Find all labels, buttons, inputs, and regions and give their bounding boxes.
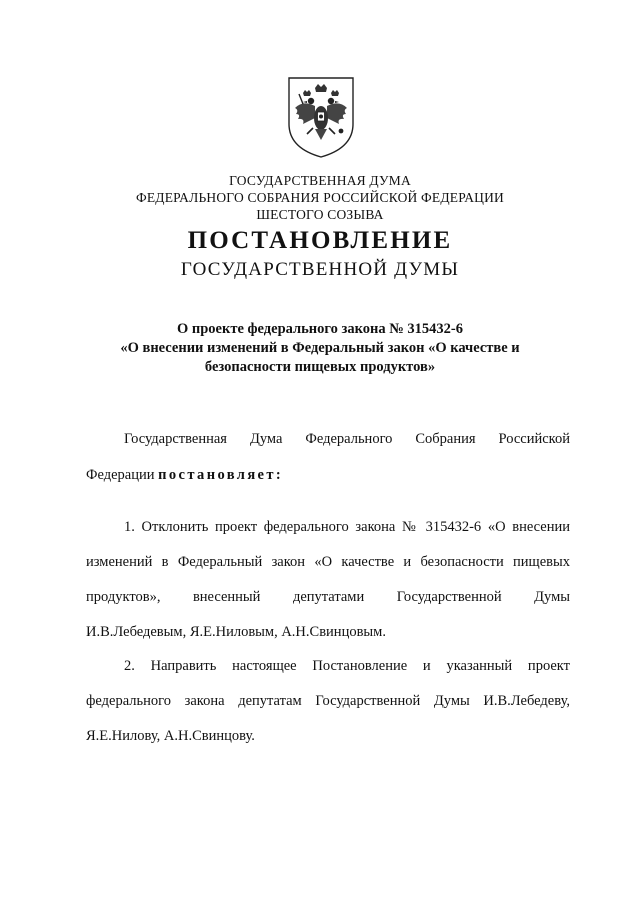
document-issuer-title: ГОСУДАРСТВЕННОЙ ДУМЫ bbox=[180, 259, 460, 280]
item-2-line-3: Я.Е.Нилову, А.Н.Свинцову. bbox=[86, 728, 255, 744]
issuer-convocation: ШЕСТОГО СОЗЫВА bbox=[256, 207, 384, 222]
resolution-verb: постановляет: bbox=[158, 467, 284, 483]
item-1-line-2: изменений в Федеральный закон «О качестве и безопасности пищевых bbox=[86, 554, 570, 570]
subject-line-2: «О внесении изменений в Федеральный закон «О качестве и bbox=[120, 340, 520, 356]
subject-line-1: О проекте федерального закона № 315432-6 bbox=[176, 321, 464, 337]
item-1-line-3: продуктов», внесенный депутатами Государственной Думы bbox=[86, 589, 570, 605]
subject-line-3: безопасности пищевых продуктов» bbox=[204, 359, 436, 375]
item-1-line-4: И.В.Лебедевым, Я.Е.Ниловым, А.Н.Свинцовым. bbox=[86, 624, 386, 640]
preamble-line-2 bbox=[86, 465, 570, 485]
preamble-line-1: Государственная Дума Федерального Собрания Российской bbox=[124, 431, 570, 447]
item-2-line-2: федерального закона депутатам Государственной Думы И.В.Лебедеву, bbox=[86, 693, 570, 709]
coat-of-arms-icon bbox=[285, 74, 357, 160]
item-2-line-1: 2. Направить настоящее Постановление и указанный проект bbox=[124, 658, 570, 674]
item-1-line-1: 1. Отклонить проект федерального закона № 315432-6 «О внесении bbox=[124, 519, 570, 535]
issuer-parliament: ФЕДЕРАЛЬНОГО СОБРАНИЯ РОССИЙСКОЙ ФЕДЕРАЦИИ bbox=[136, 190, 504, 205]
document-type-title: ПОСТАНОВЛЕНИЕ bbox=[187, 227, 453, 254]
issuer-name: ГОСУДАРСТВЕННАЯ ДУМА bbox=[229, 173, 411, 188]
preamble-subject: Федерации bbox=[86, 467, 159, 483]
